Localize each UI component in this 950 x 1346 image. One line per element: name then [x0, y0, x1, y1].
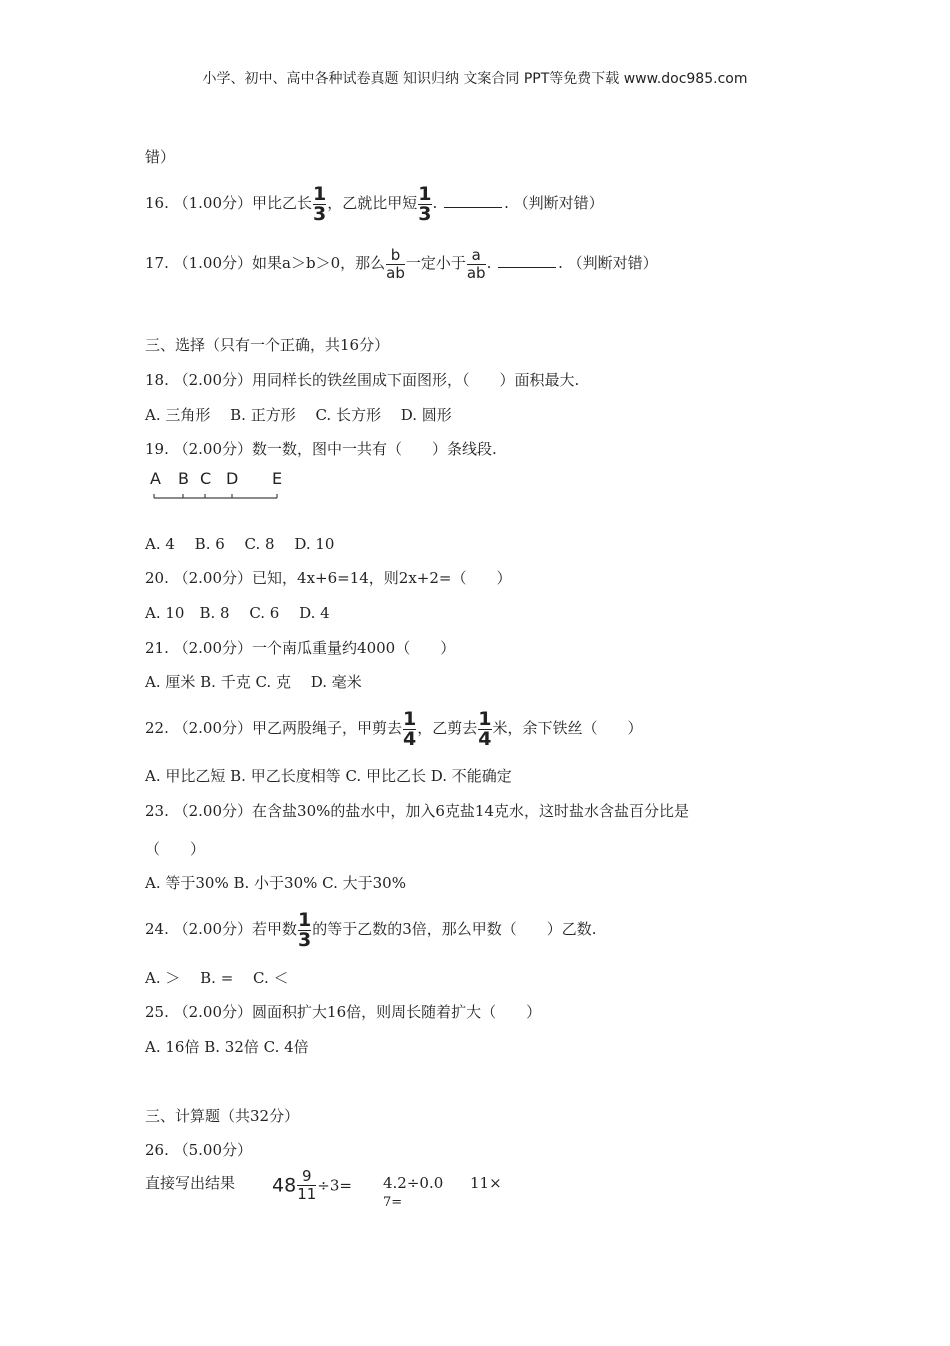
q26-expression-1	[272, 1168, 352, 1203]
q16-end: . （判断对错）	[504, 194, 604, 212]
q17-dot: .	[486, 254, 492, 272]
question-16	[145, 180, 604, 226]
section-choice-heading: 三、选择（只有一个正确，共16分）	[145, 336, 390, 354]
q19-options: A. 4 B. 6 C. 8 D. 10	[145, 535, 335, 553]
q25-options: A. 16倍 B. 32倍 C. 4倍	[145, 1038, 309, 1056]
q17-prefix: 17. （1.00分）如果a＞b＞0，那么	[145, 254, 386, 272]
q21-options: A. 厘米 B. 千克 C. 克 D. 毫米	[145, 673, 362, 691]
q26-expr1-tail: ÷3=	[317, 1176, 352, 1195]
q18-stem: 18. （2.00分）用同样长的铁丝围成下面图形，（ ）面积最大.	[145, 371, 580, 389]
question-17	[145, 240, 658, 286]
point-label-c: C	[200, 469, 212, 488]
q24-fraction-1: $\frac{1}{3}$	[298, 908, 312, 951]
q22-options: A. 甲比乙短 B. 甲乙长度相等 C. 甲比乙长 D. 不能确定	[145, 767, 512, 785]
q22-fraction-1: $\frac{1}{4}$	[403, 707, 417, 750]
point-label-a: A	[150, 469, 161, 488]
q20-stem: 20. （2.00分）已知，4x+6=14，则2x+2=（ ）	[145, 569, 512, 587]
q19-stem: 19. （2.00分）数一数，图中一共有（ ）条线段.	[145, 440, 497, 458]
q20-options: A. 10 B. 8 C. 6 D. 4	[145, 604, 330, 622]
q16-fraction-2: $\frac{1}{3}$	[418, 182, 432, 225]
q16-answer-blank[interactable]	[444, 193, 502, 208]
q16-fraction-1: $\frac{1}{3}$	[313, 182, 327, 225]
q26-expression-2	[383, 1173, 443, 1213]
q22-mid: ，乙剪去	[417, 719, 478, 737]
page-header: 小学、初中、高中各种试卷真题 知识归纳 文案合同 PPT等免费下载 www.doc985.com	[202, 71, 748, 87]
q17-mid: 一定小于	[405, 254, 466, 272]
q23-stem: 23. （2.00分）在含盐30%的盐水中，加入6克盐14克水，这时盐水含盐百分比是	[145, 802, 689, 820]
q17-answer-blank[interactable]	[498, 253, 556, 268]
q26-expr2-line2: 7=	[383, 1195, 403, 1210]
q22-suffix: 米，余下铁丝（ ）	[492, 719, 643, 737]
q16-mid: ，乙就比甲短	[327, 194, 418, 212]
point-label-b: B	[178, 469, 189, 488]
mixed-fraction: $\frac{9}{11}$	[297, 1167, 317, 1203]
point-label-e: E	[272, 469, 283, 488]
q26-stem: 26. （5.00分）	[145, 1141, 253, 1159]
q26-label: 直接写出结果	[145, 1174, 236, 1192]
q22-fraction-2: $\frac{1}{4}$	[478, 707, 492, 750]
question-24	[145, 906, 597, 952]
q17-fraction-1: $\frac{b}{ab}$	[386, 245, 405, 282]
q17-end: . （判断对错）	[558, 254, 658, 272]
carry-over-text: 错）	[145, 148, 176, 166]
q17-fraction-2: $\frac{a}{ab}$	[466, 245, 486, 282]
q26-expr2-line1: 4.2÷0.0	[383, 1174, 444, 1192]
q24-options: A. ＞ B. = C. ＜	[145, 969, 289, 987]
question-22	[145, 705, 643, 751]
mixed-whole: 48	[272, 1174, 297, 1197]
q24-suffix: 的等于乙数的3倍，那么甲数（ ）乙数.	[312, 920, 597, 938]
q16-prefix: 16. （1.00分）甲比乙长	[145, 194, 313, 212]
q22-prefix: 22. （2.00分）甲乙两股绳子，甲剪去	[145, 719, 403, 737]
point-label-d: D	[226, 469, 239, 488]
q16-dot: .	[432, 194, 438, 212]
q23-stem-continued: （ ）	[145, 840, 206, 858]
q25-stem: 25. （2.00分）圆面积扩大16倍，则周长随着扩大（ ）	[145, 1003, 542, 1021]
q26-expression-3: 11×	[470, 1174, 502, 1192]
q21-stem: 21. （2.00分）一个南瓜重量约4000（ ）	[145, 639, 456, 657]
q23-options: A. 等于30% B. 小于30% C. 大于30%	[145, 874, 406, 892]
q18-options: A. 三角形 B. 正方形 C. 长方形 D. 圆形	[145, 406, 452, 424]
section-calc-heading: 三、计算题（共32分）	[145, 1107, 300, 1125]
line-segment-diagram	[148, 466, 298, 506]
q24-prefix: 24. （2.00分）若甲数	[145, 920, 298, 938]
